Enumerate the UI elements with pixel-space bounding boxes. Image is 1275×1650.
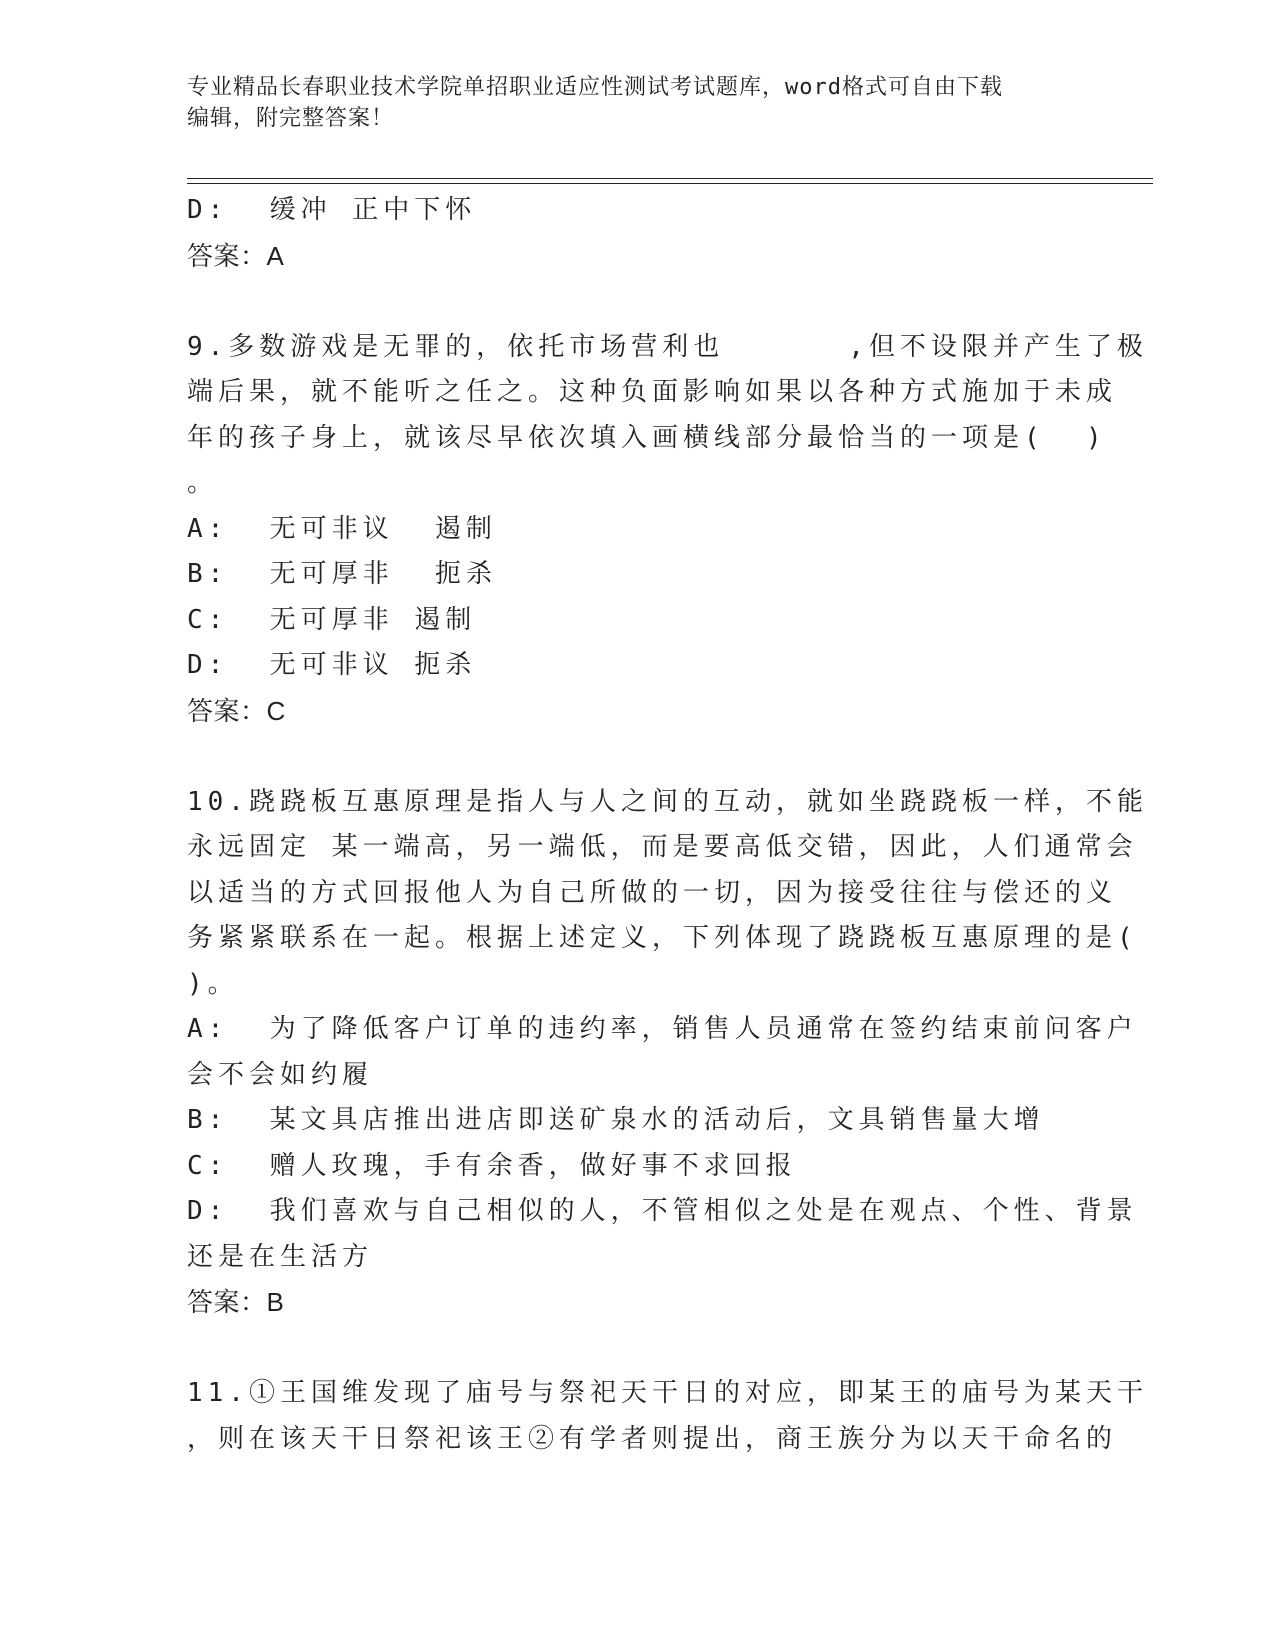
- header-line-2: 编辑，附完整答案！: [187, 106, 395, 131]
- spacer: [187, 1326, 1087, 1372]
- header-divider-top: [187, 178, 1153, 179]
- q10-option-d-continued: 还是在生活方: [187, 1241, 374, 1272]
- q10-stem-line: 永远固定 某一端高，另一端低，而是要高低交错，因此，人们通常会: [187, 832, 1138, 862]
- q11-stem-line: 11.①王国维发现了庙号与祭祀天干日的对应，即某王的庙号为某天干: [187, 1378, 1148, 1408]
- q9-option-c: C: 无可厚非 遏制: [187, 604, 477, 635]
- q8-answer: 答案：A: [187, 240, 285, 271]
- q9-option-a: A: 无可非议 遏制: [187, 513, 497, 544]
- spacer: [187, 279, 1087, 325]
- question-10: [187, 780, 1148, 1326]
- question-9: [187, 325, 1148, 735]
- q10-option-b: B: 某文具店推出进店即送矿泉水的活动后，文具销售量大增: [187, 1105, 1045, 1135]
- q9-stem-line: 端后果，就不能听之任之。这种负面影响如果以各种方式施加于未成: [187, 377, 1118, 407]
- q9-option-b: B: 无可厚非 扼杀: [187, 559, 497, 589]
- q10-option-c: C: 赠人玫瑰，手有余香，做好事不求回报: [187, 1150, 797, 1181]
- q8-option-d: D: 缓冲 正中下怀: [187, 195, 477, 225]
- document-body: [187, 188, 1148, 1462]
- q10-option-d: D: 我们喜欢与自己相似的人，不管相似之处是在观点、个性、背景: [187, 1196, 1138, 1226]
- q10-option-a: A: 为了降低客户订单的违约率，销售人员通常在签约结束前问客户: [187, 1014, 1138, 1044]
- q10-answer: 答案：B: [187, 1287, 285, 1317]
- q9-stem-line: 年的孩子身上，就该尽早依次填入画横线部分最恰当的一项是( ): [187, 422, 1107, 453]
- q11-stem-line: ，则在该天干日祭祀该王②有学者则提出，商王族分为以天干命名的: [187, 1423, 1118, 1454]
- spacer: [187, 734, 1087, 780]
- page-header: [187, 72, 1067, 134]
- q9-answer: 答案：C: [187, 695, 286, 726]
- q10-option-a-continued: 会不会如约履: [187, 1059, 374, 1090]
- q10-stem-line: 以适当的方式回报他人为自己所做的一切，因为接受往往与偿还的义: [187, 877, 1118, 908]
- header-line-1: 专业精品长春职业技术学院单招职业适应性测试考试题库，word格式可自由下载: [187, 75, 1003, 100]
- q9-stem-line: 9.多数游戏是无罪的，依托市场营利也 ,但不设限并产生了极: [187, 331, 1148, 362]
- question-11: [187, 1371, 1148, 1462]
- header-divider-bottom: [187, 183, 1153, 184]
- q9-stem-line: 。: [187, 468, 219, 498]
- q9-option-d: D: 无可非议 扼杀: [187, 650, 477, 680]
- q10-stem-line: 10.跷跷板互惠原理是指人与人之间的互动，就如坐跷跷板一样，不能: [187, 786, 1148, 817]
- q10-stem-line: )。: [187, 968, 239, 999]
- q10-stem-line: 务紧紧联系在一起。根据上述定义，下列体现了跷跷板互惠原理的是(: [187, 923, 1138, 953]
